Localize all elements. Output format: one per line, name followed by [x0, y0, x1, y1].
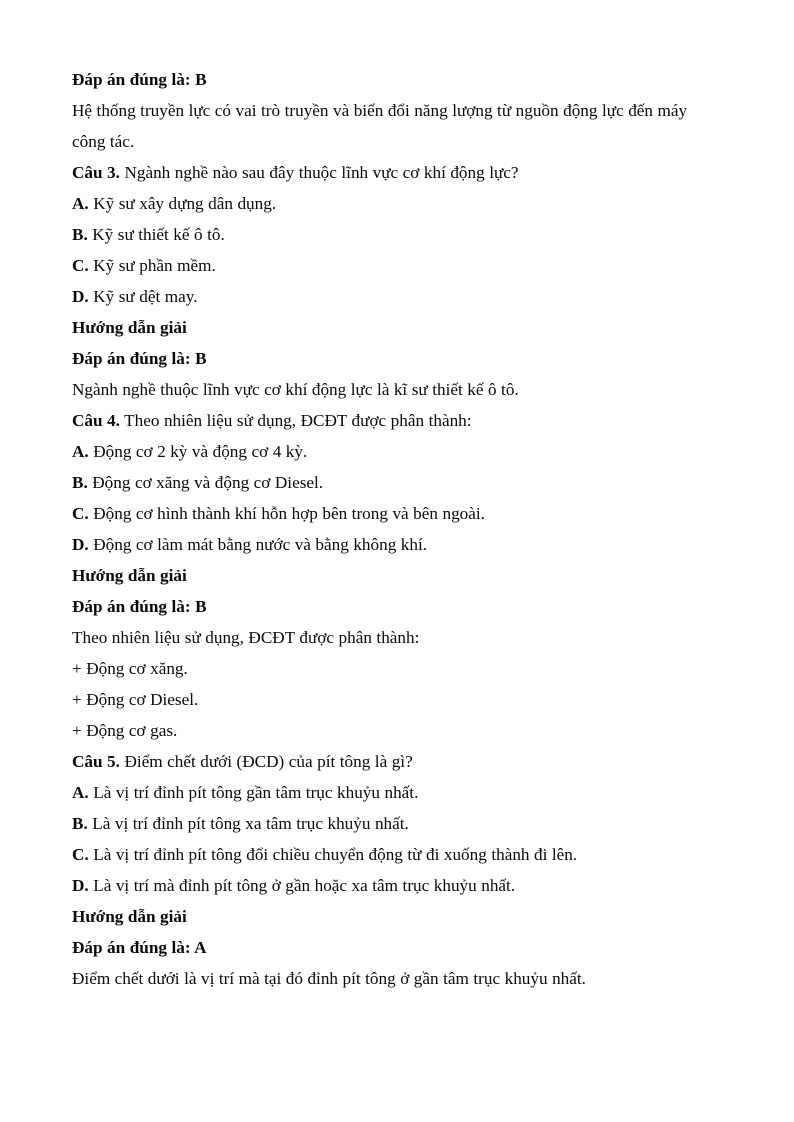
cau5-explanation [72, 963, 722, 994]
cau3-explanation-text: Ngành nghề thuộc lĩnh vực cơ khí động lực là kĩ sư thiết kế ô tô. [72, 380, 519, 399]
cau4-option-a [72, 436, 722, 467]
cau5-option-c-label: C. [72, 845, 89, 864]
cau3-option-a [72, 188, 722, 219]
cau3-question [72, 157, 722, 188]
cau5-option-c [72, 839, 722, 870]
cau3-option-b-text: Kỹ sư thiết kế ô tô. [87, 225, 225, 244]
cau5-option-b [72, 808, 722, 839]
cau3-answer [72, 343, 722, 374]
cau5-guide-heading-text: Hướng dẫn giải [72, 907, 187, 926]
cau4-item-1 [72, 653, 722, 684]
cau4-option-b-text: Động cơ xăng và động cơ Diesel. [87, 473, 324, 492]
cau4-question-label: Câu 4. [72, 411, 120, 430]
cau3-guide-heading-text: Hướng dẫn giải [72, 318, 187, 337]
cau4-guide-heading [72, 560, 722, 591]
cau4-answer [72, 591, 722, 622]
cau3-option-b-label: B. [72, 225, 88, 244]
cau4-option-a-label: A. [72, 442, 89, 461]
cau4-explanation-text: Theo nhiên liệu sử dụng, ĐCĐT được phân thành: [72, 628, 420, 647]
cau5-question-text: Điểm chết dưới (ĐCD) của pít tông là gì? [119, 752, 413, 771]
cau4-item-2-text: + Động cơ Diesel. [72, 690, 199, 709]
cau4-explanation [72, 622, 722, 653]
cau3-option-d-label: D. [72, 287, 89, 306]
cau5-option-a [72, 777, 722, 808]
cau3-option-d [72, 281, 722, 312]
cau3-option-c-text: Kỹ sư phần mềm. [88, 256, 216, 275]
cau3-question-text: Ngành nghề nào sau đây thuộc lĩnh vực cơ khí động lực? [119, 163, 519, 182]
cau3-guide-heading [72, 312, 722, 343]
cau4-option-c-text: Động cơ hình thành khí hỗn hợp bên trong và bên ngoài. [88, 504, 485, 523]
cau4-option-b-label: B. [72, 473, 88, 492]
cau3-answer-text: Đáp án đúng là: B [72, 349, 207, 368]
cau5-option-b-text: Là vị trí đỉnh pít tông xa tâm trục khuỷu nhất. [87, 814, 409, 833]
cau4-question-text: Theo nhiên liệu sử dụng, ĐCĐT được phân thành: [119, 411, 472, 430]
cau4-item-3 [72, 715, 722, 746]
cau5-option-a-label: A. [72, 783, 89, 802]
cau3-option-d-text: Kỹ sư dệt may. [88, 287, 198, 306]
cau5-guide-heading [72, 901, 722, 932]
cau5-option-d-text: Là vị trí mà đỉnh pít tông ở gần hoặc xa tâm trục khuỷu nhất. [88, 876, 516, 895]
cau4-item-2 [72, 684, 722, 715]
cau3-option-a-text: Kỹ sư xây dựng dân dụng. [88, 194, 277, 213]
cau4-option-c-label: C. [72, 504, 89, 523]
cau4-option-c [72, 498, 722, 529]
cau4-option-a-text: Động cơ 2 kỳ và động cơ 4 kỳ. [88, 442, 308, 461]
expl-cau2 [72, 95, 722, 157]
cau5-explanation-text: Điểm chết dưới là vị trí mà tại đó đỉnh pít tông ở gần tâm trục khuỷu nhất. [72, 969, 586, 988]
cau5-option-c-text: Là vị trí đỉnh pít tông đổi chiều chuyển động từ đi xuống thành đi lên. [88, 845, 578, 864]
cau4-question [72, 405, 722, 436]
cau3-option-c-label: C. [72, 256, 89, 275]
document-body [72, 64, 722, 994]
cau3-option-b [72, 219, 722, 250]
cau5-answer [72, 932, 722, 963]
cau4-option-b [72, 467, 722, 498]
cau5-question-label: Câu 5. [72, 752, 120, 771]
cau5-option-d-label: D. [72, 876, 89, 895]
cau3-option-c [72, 250, 722, 281]
cau4-guide-heading-text: Hướng dẫn giải [72, 566, 187, 585]
cau5-answer-text: Đáp án đúng là: A [72, 938, 207, 957]
cau5-question [72, 746, 722, 777]
cau4-item-1-text: + Động cơ xăng. [72, 659, 188, 678]
cau3-question-label: Câu 3. [72, 163, 120, 182]
cau5-option-d [72, 870, 722, 901]
expl-cau2-text: Hệ thống truyền lực có vai trò truyền và biến đổi năng lượng từ nguồn động lực đến máy công tác. [72, 101, 688, 151]
cau5-option-a-text: Là vị trí đỉnh pít tông gần tâm trục khuỷu nhất. [88, 783, 419, 802]
cau4-answer-text: Đáp án đúng là: B [72, 597, 207, 616]
cau4-option-d [72, 529, 722, 560]
cau5-option-b-label: B. [72, 814, 88, 833]
cau4-item-3-text: + Động cơ gas. [72, 721, 178, 740]
ans-cau2-text: Đáp án đúng là: B [72, 70, 207, 89]
cau3-option-a-label: A. [72, 194, 89, 213]
cau4-option-d-label: D. [72, 535, 89, 554]
ans-cau2 [72, 64, 722, 95]
cau4-option-d-text: Động cơ làm mát bằng nước và bằng không khí. [88, 535, 428, 554]
cau3-explanation [72, 374, 722, 405]
